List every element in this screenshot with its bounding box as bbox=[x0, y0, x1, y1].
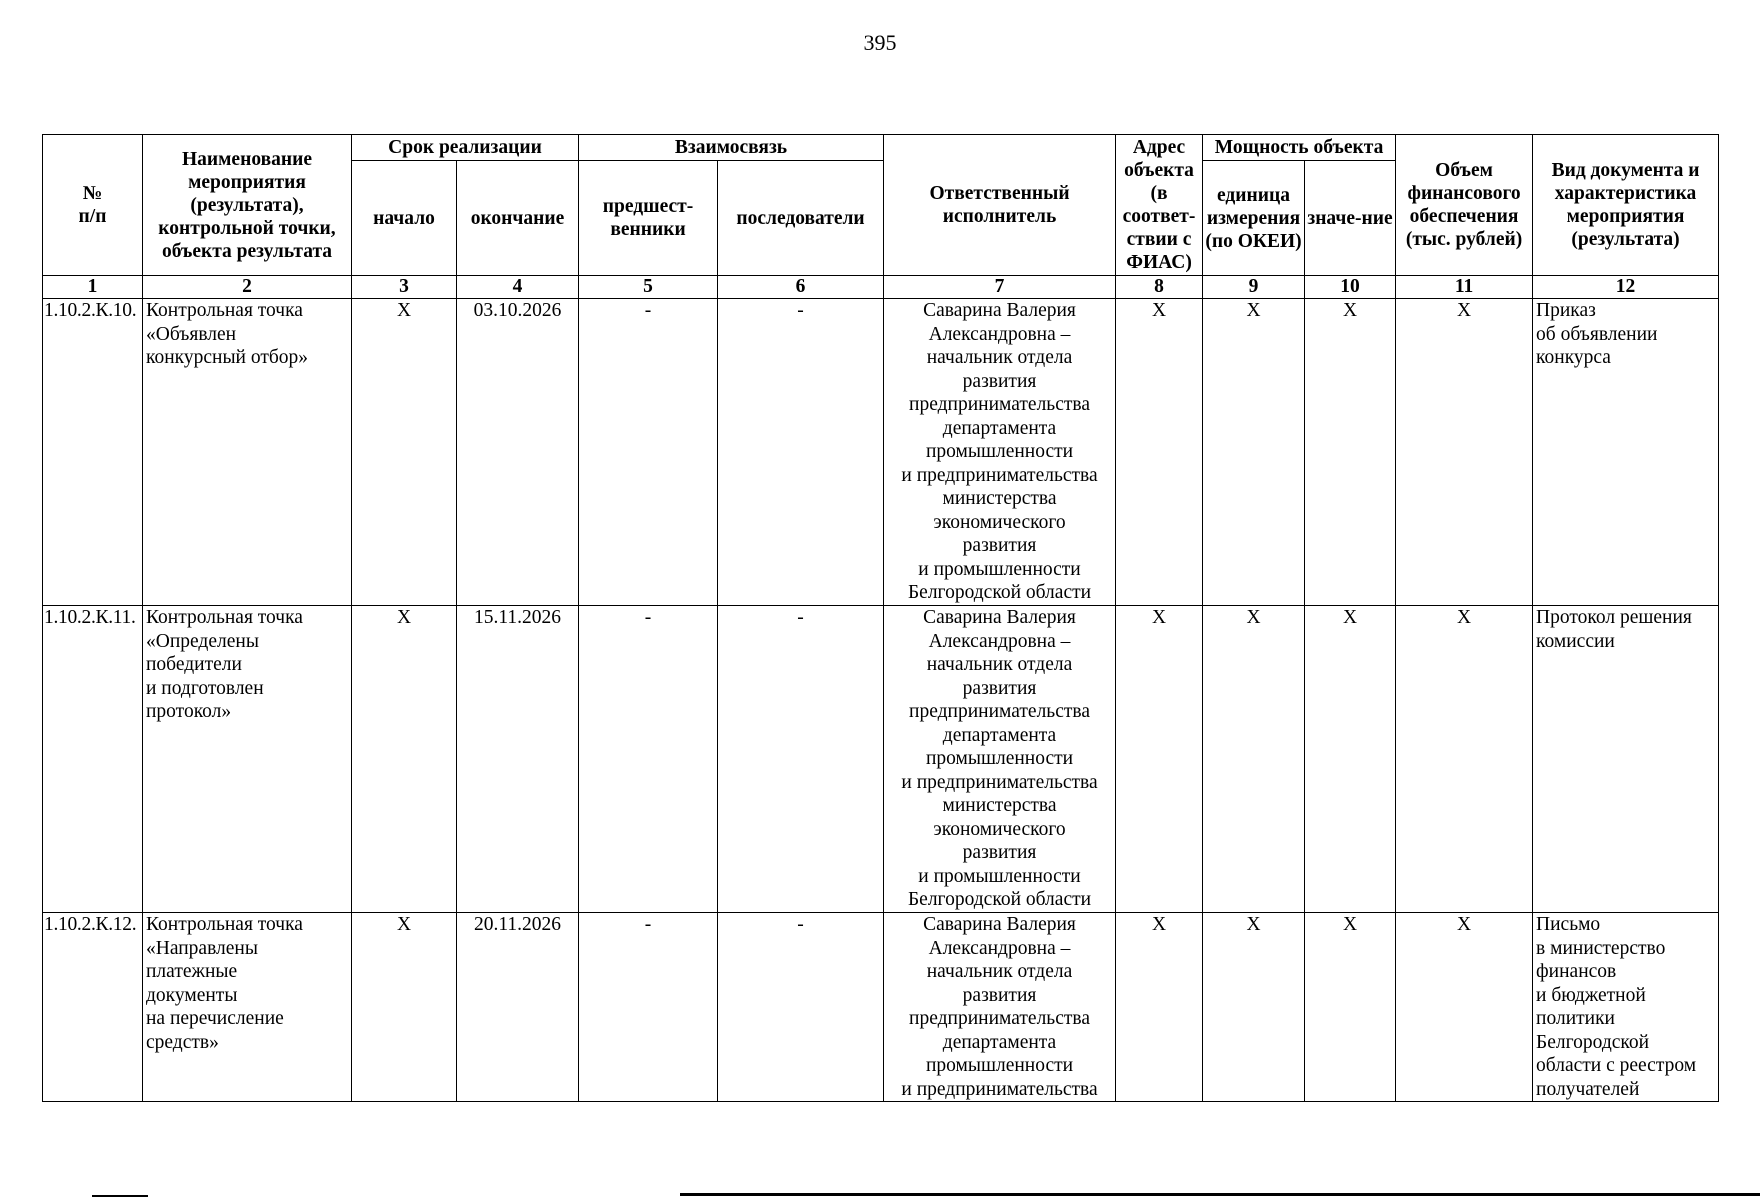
column-number: 7 bbox=[884, 276, 1116, 299]
header-capacity-group: Мощность объекта bbox=[1203, 135, 1396, 161]
row-end: 03.10.2026 bbox=[457, 299, 579, 606]
row-doc: Приказ об объявлении конкурса bbox=[1533, 299, 1719, 606]
header-address: Адрес объекта (в соответ-ствии с ФИАС) bbox=[1116, 135, 1203, 276]
column-number: 5 bbox=[579, 276, 718, 299]
row-value: Х bbox=[1305, 606, 1396, 913]
header-successors: последователи bbox=[718, 161, 884, 276]
row-successors: - bbox=[718, 299, 884, 606]
row-finance: Х bbox=[1396, 299, 1533, 606]
header-doc-type: Вид документа и характеристика мероприятия (результата) bbox=[1533, 135, 1719, 276]
row-address: Х bbox=[1116, 299, 1203, 606]
column-number: 6 bbox=[718, 276, 884, 299]
row-responsible: Саварина Валерия Александровна – начальник отдела развития предпринимательства департамента промышленности и предпринимательства bbox=[884, 913, 1116, 1102]
header-term-group: Срок реализации bbox=[352, 135, 579, 161]
header-num: № п/п bbox=[43, 135, 143, 276]
column-number: 8 bbox=[1116, 276, 1203, 299]
column-number: 9 bbox=[1203, 276, 1305, 299]
row-name: Контрольная точка «Направлены платежные документы на перечисление средств» bbox=[143, 913, 352, 1102]
header-link-group: Взаимосвязь bbox=[579, 135, 884, 161]
row-predecessors: - bbox=[579, 913, 718, 1102]
row-value: Х bbox=[1305, 299, 1396, 606]
column-number: 11 bbox=[1396, 276, 1533, 299]
header-value: значе-ние bbox=[1305, 161, 1396, 276]
column-numbers-row bbox=[43, 276, 1719, 299]
header-finance: Объем финансового обеспечения (тыс. рублей) bbox=[1396, 135, 1533, 276]
column-number: 12 bbox=[1533, 276, 1719, 299]
row-id: 1.10.2.К.11. bbox=[43, 606, 143, 913]
row-unit: Х bbox=[1203, 299, 1305, 606]
row-name: Контрольная точка «Определены победители и подготовлен протокол» bbox=[143, 606, 352, 913]
row-successors: - bbox=[718, 606, 884, 913]
header-end: окончание bbox=[457, 161, 579, 276]
column-number: 3 bbox=[352, 276, 457, 299]
row-predecessors: - bbox=[579, 299, 718, 606]
column-number: 4 bbox=[457, 276, 579, 299]
row-address: Х bbox=[1116, 606, 1203, 913]
row-responsible: Саварина Валерия Александровна – начальник отдела развития предпринимательства департамента промышленности и предпринимательства министерства экономического развития и промышленности Белгородской области bbox=[884, 606, 1116, 913]
table-row bbox=[43, 913, 1719, 1102]
column-number: 1 bbox=[43, 276, 143, 299]
header-predecessors: предшест-венники bbox=[579, 161, 718, 276]
row-predecessors: - bbox=[579, 606, 718, 913]
row-id: 1.10.2.К.12. bbox=[43, 913, 143, 1102]
bottom-rule-short bbox=[92, 1195, 148, 1197]
row-start: Х bbox=[352, 299, 457, 606]
row-start: Х bbox=[352, 913, 457, 1102]
row-end: 15.11.2026 bbox=[457, 606, 579, 913]
row-value: Х bbox=[1305, 913, 1396, 1102]
row-finance: Х bbox=[1396, 606, 1533, 913]
row-doc: Письмо в министерство финансов и бюджетной политики Белгородской области с реестром получателей bbox=[1533, 913, 1719, 1102]
row-id: 1.10.2.К.10. bbox=[43, 299, 143, 606]
row-finance: Х bbox=[1396, 913, 1533, 1102]
header-name: Наименование мероприятия (результата), контрольной точки, объекта результата bbox=[143, 135, 352, 276]
header-responsible: Ответственный исполнитель bbox=[884, 135, 1116, 276]
implementation-plan-table bbox=[42, 134, 1719, 1102]
row-address: Х bbox=[1116, 913, 1203, 1102]
row-successors: - bbox=[718, 913, 884, 1102]
row-responsible: Саварина Валерия Александровна – начальник отдела развития предпринимательства департамента промышленности и предпринимательства министерства экономического развития и промышленности Белгородской области bbox=[884, 299, 1116, 606]
page-number: 395 bbox=[863, 30, 897, 55]
row-end: 20.11.2026 bbox=[457, 913, 579, 1102]
header-start: начало bbox=[352, 161, 457, 276]
column-number: 10 bbox=[1305, 276, 1396, 299]
table-row bbox=[43, 606, 1719, 913]
row-unit: Х bbox=[1203, 913, 1305, 1102]
table-row bbox=[43, 299, 1719, 606]
row-unit: Х bbox=[1203, 606, 1305, 913]
row-name: Контрольная точка «Объявлен конкурсный отбор» bbox=[143, 299, 352, 606]
row-doc: Протокол решения комиссии bbox=[1533, 606, 1719, 913]
bottom-rule bbox=[680, 1193, 1760, 1196]
column-number: 2 bbox=[143, 276, 352, 299]
header-unit: единица измерения (по ОКЕИ) bbox=[1203, 161, 1305, 276]
row-start: Х bbox=[352, 606, 457, 913]
